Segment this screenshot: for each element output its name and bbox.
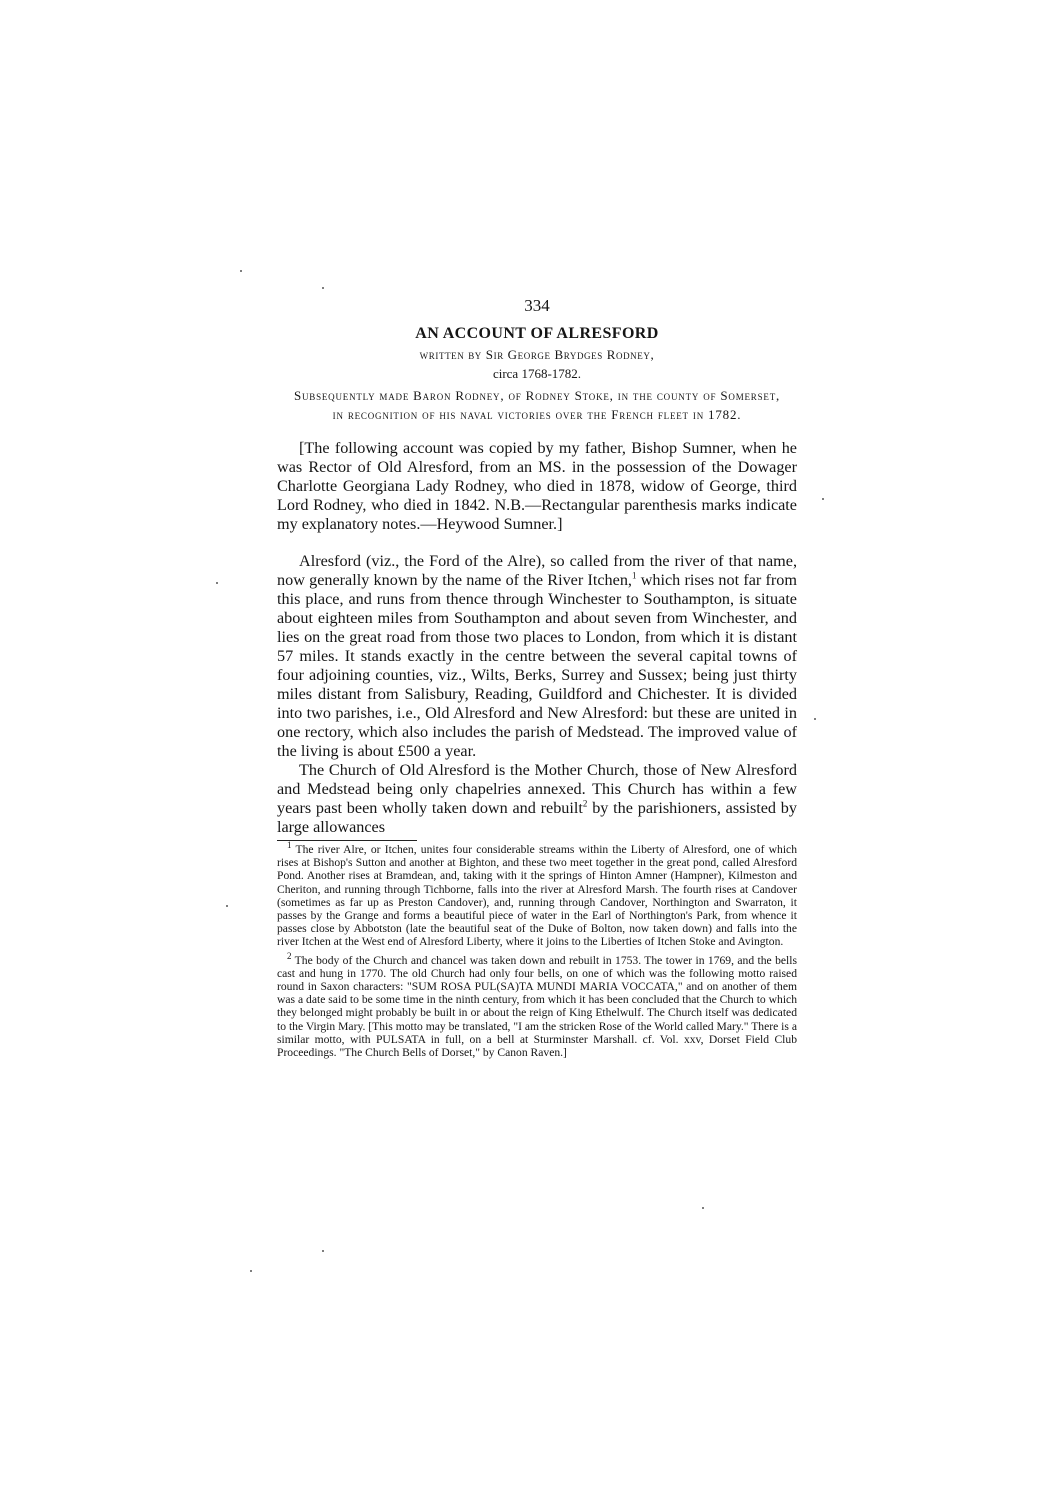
footnote-reference: 2 xyxy=(582,798,588,809)
footnote-mark: 1 xyxy=(287,840,292,851)
body-paragraph xyxy=(277,761,797,837)
footnote xyxy=(277,950,797,1060)
footnote-text: The body of the Church and chancel was taken down and rebuilt in 1753. The tower in 1769, and the bells cast and hung in 1770. The old Church had only four bells, on one of which was the following motto raised round in Saxon characters: "SUM ROSA PUL(SA)TA MUNDI MARIA VOCCATA," and on another of them was a date said to be some time in the ninth century, from which it has been concluded that the Church to which they belonged might probably be built in or about the reign of King Ethelwulf. The Church itself was dedicated to the Virgin Mary. [This motto may be translated, "I am the stricken Rose of the World called Mary." There is a similar motto, with PULSATA in full, on a bell at Sturminster Marshall. cf. Vol. xxv, Dorset Field Club Proceedings. "The Church Bells of Dorset," by Canon Raven.] xyxy=(277,953,797,1060)
scan-speck xyxy=(822,498,824,500)
body-paragraph xyxy=(277,552,797,761)
footnote-text: The river Alre, or Itchen, unites four considerable streams within the Liberty of Alresford, one of which rises at Bishop's Sutton and another at Bighton, and these two meet together in the great pond, called Alresford Pond. Another rises at Bramdean, and, taking with it the springs of Hinton Amner (Hampner), Kilmeston and Cheriton, and running through Tichborne, falls into the river at Alresford Marsh. The fourth rises at Candover (sometimes as far up as Preston Candover), and, running through Candover, Northington and Swarraton, it passes by the Grange and forms a beautiful piece of water in the Earl of Northington's Park, from whence it passes close by Abbotston (late the beautiful seat of the Duke of Bolton, now taken down) and falls into the river Itchen at the West end of Alresford Liberty, where it joins to the Liberties of Itchen Stoke and Avington. xyxy=(277,843,797,949)
paragraph-text: by the parishioners, assisted by large allowances xyxy=(277,799,797,836)
footnote-mark: 2 xyxy=(287,950,292,961)
paragraph-text: Alresford (viz., the Ford of the Alre), so called from the river of that name, now generally known by the name of the River Itchen, xyxy=(277,552,797,589)
article-byline: written by Sir George Brydges Rodney, xyxy=(419,347,655,362)
scan-speck xyxy=(240,270,242,272)
article-title: AN ACCOUNT OF ALRESFORD xyxy=(415,325,659,342)
page-number: 334 xyxy=(524,296,550,315)
editorial-note: [The following account was copied by my father, Bishop Sumner, when he was Rector of Old Alresford, from an MS. in the possession of the Dowager Charlotte Georgiana Lady Rodney, who died in 1878, widow of George, third Lord Rodney, who died in 1842. N.B.—Rectangular parenthesis marks indicate my explanatory notes.—Heywood Sumner.] xyxy=(277,439,797,533)
scan-speck xyxy=(814,718,816,720)
paragraph-text: which rises not far from this place, and runs from thence through Winchester to Southampton, is situate about eighteen miles from Southampton and about seven from Winchester, and lies on the great road from those two places to London, from which it is distant 57 miles. It stands exactly in the centre between the several capital towns of four adjoining counties, viz., Wilts, Berks, Surrey and Sussex; being just thirty miles distant from Salisbury, Reading, Guildford and Chichester. It is divided into two parishes, i.e., Old Alresford and New Alresford: but these are united in one rectory, which also includes the parish of Medstead. The improved value of the living is about £500 a year. xyxy=(277,571,797,760)
footnote-reference: 1 xyxy=(631,570,637,581)
scan-speck xyxy=(322,1250,324,1252)
page-content xyxy=(277,296,797,1059)
footnote-divider xyxy=(277,840,417,841)
footnote xyxy=(277,840,797,949)
scan-speck xyxy=(250,1270,252,1272)
scan-speck xyxy=(702,1207,704,1209)
scan-speck xyxy=(322,287,324,289)
scan-speck xyxy=(226,905,228,907)
article-subtitle: Subsequently made Baron Rodney, of Rodney Stoke, in the county of Somerset, in recognition of his naval victories over the French fleet in 1782. xyxy=(293,388,781,422)
article-date: circa 1768-1782. xyxy=(492,366,582,381)
scan-speck xyxy=(216,582,218,584)
paragraph-text: The Church of Old Alresford is the Mother Church, those of New Alresford and Medstead being only chapelries annexed. This Church has within a few years past been wholly taken down and rebuilt xyxy=(277,761,797,817)
